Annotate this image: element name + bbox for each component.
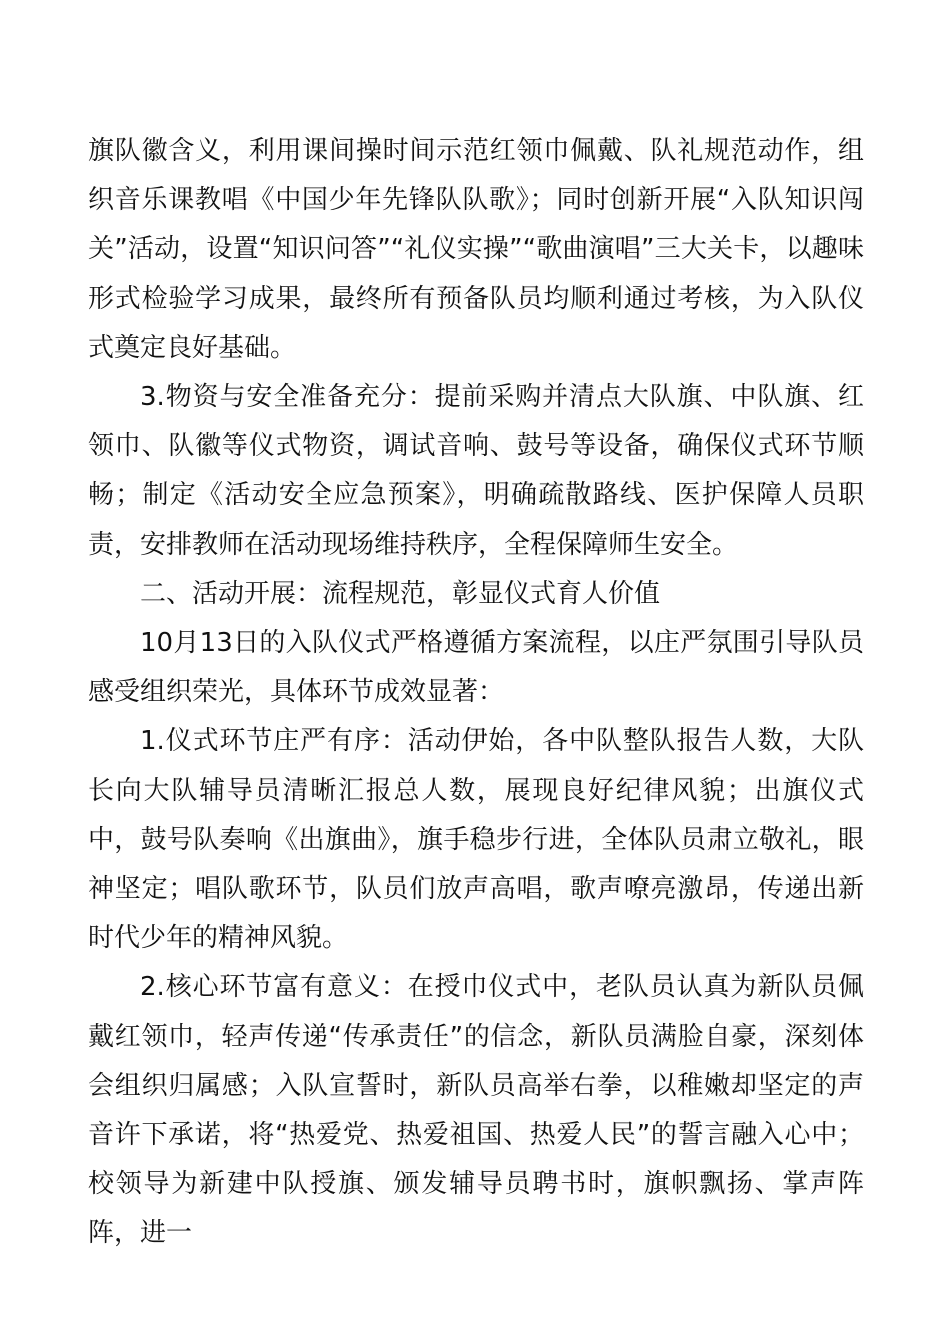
document-body [88,127,864,1259]
section-heading: 二、活动开展：流程规范，彰显仪式育人价值 [140,578,661,609]
paragraph-1: 旗队徽含义，利用课间操时间示范红领巾佩戴、队礼规范动作，组织音乐课教唱《中国少年先锋队队歌》；同时创新开展“入队知识闯关”活动，设置“知识问答”“礼仪实操”“歌曲演唱”三大关卡，以趣味形式检验学习成果，最终所有预备队员均顺利通过考核，为入队仪式奠定良好基础。 [88,136,864,363]
paragraph-5: 2.核心环节富有意义：在授巾仪式中，老队员认真为新队员佩戴红领巾，轻声传递“传承责任”的信念，新队员满脸自豪，深刻体会组织归属感；入队宣誓时，新队员高举右拳，以稚嫩却坚定的声音许下承诺，将“热爱党、热爱祖国、热爱人民”的誓言融入心中；校领导为新建中队授旗、颁发辅导员聘书时，旗帜飘扬、掌声阵阵，进一 [88,972,864,1249]
paragraph-2: 3.物资与安全准备充分：提前采购并清点大队旗、中队旗、红领巾、队徽等仪式物资，调试音响、鼓号等设备，确保仪式环节顺畅；制定《活动安全应急预案》，明确疏散路线、医护保障人员职责，安排教师在活动现场维持秩序，全程保障师生安全。 [88,382,864,560]
paragraph-3: 10月13日的入队仪式严格遵循方案流程，以庄严氛围引导队员感受组织荣光，具体环节成效显著： [88,628,864,708]
paragraph-4: 1.仪式环节庄严有序：活动伊始，各中队整队报告人数，大队长向大队辅导员清晰汇报总人数，展现良好纪律风貌；出旗仪式中，鼓号队奏响《出旗曲》，旗手稳步行进，全体队员肃立敬礼，眼神坚定；唱队歌环节，队员们放声高唱，歌声嘹亮激昂，传递出新时代少年的精神风貌。 [88,726,864,954]
